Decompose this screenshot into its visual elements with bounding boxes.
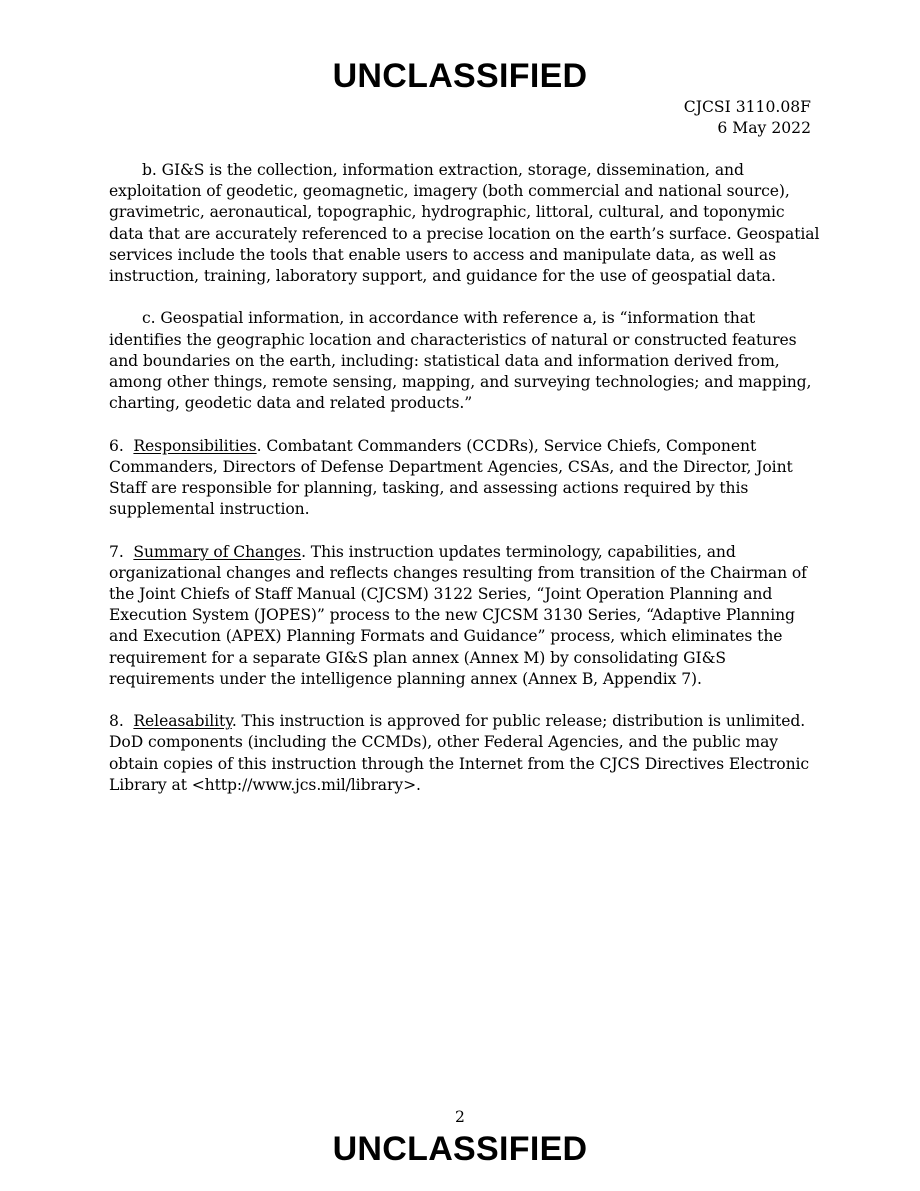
paragraph-7 (109, 542, 821, 690)
document-id: CJCSI 3110.08F (683, 98, 811, 116)
paragraph-8 (109, 711, 821, 796)
document-header (684, 97, 811, 139)
paragraph-6-number: 6. (109, 436, 124, 455)
classification-banner-bottom: UNCLASSIFIED (332, 1130, 588, 1168)
paragraph-7-heading: Summary of Changes (133, 542, 302, 561)
paragraph-8-number: 8. (109, 712, 124, 731)
paragraph-6 (109, 436, 821, 521)
paragraph-6-text: . Combatant Commanders (CCDRs), Service Chiefs, Component Commanders, Directors of Defense Department Agencies, CSAs, and the Director, Joint Staff are responsible for planning, tasking, and assessing actions required by this supplemental instruction. (109, 436, 793, 519)
paragraph-7-number: 7. (109, 542, 124, 561)
page-number: 2 (455, 1108, 465, 1126)
paragraph-b: b. GI&S is the collection, information extraction, storage, dissemination, and exploitation of geodetic, geomagnetic, imagery (both commercial and national source), gravimetric, aeronautical, topographic, hydrographic, littoral, cultural, and toponymic data that are accurately referenced to a precise location on the earth’s surface. Geospatial services include the tools that enable users to access and manipulate data, as well as instruction, training, laboratory support, and guidance for the use of geospatial data. (109, 161, 820, 286)
document-date: 6 May 2022 (717, 119, 811, 137)
paragraph-7-text: . This instruction updates terminology, capabilities, and organizational changes and reflects changes resulting from transition of the Chairman of the Joint Chiefs of Staff Manual (CJCSM) 3122 Series, “Joint Operation Planning and Execution System (JOPES)” process to the new CJCSM 3130 Series, “Adaptive Planning and Execution (APEX) Planning Formats and Guidance” process, which eliminates the requirement for a separate GI&S plan annex (Annex M) by consolidating GI&S requirements under the intelligence planning annex (Annex B, Appendix 7). (109, 542, 807, 688)
paragraph-6-heading: Responsibilities (133, 436, 257, 455)
paragraph-c: c. Geospatial information, in accordance with reference a, is “information that identifies the geographic location and characteristics of natural or constructed features and boundaries on the earth, including: statistical data and information derived from, among other things, remote sensing, mapping, and surveying technologies; and mapping, charting, geodetic data and related products.” (109, 309, 812, 413)
document-body (109, 160, 821, 817)
paragraph-8-heading: Releasability (133, 712, 232, 731)
paragraph-8-text: . This instruction is approved for public release; distribution is unlimited. DoD components (including the CCMDs), other Federal Agencies, and the public may obtain copies of this instruction through the Internet from the CJCS Directives Electronic Library at <http://www.jcs.mil/library>. (109, 712, 810, 794)
classification-banner-top: UNCLASSIFIED (332, 57, 588, 95)
